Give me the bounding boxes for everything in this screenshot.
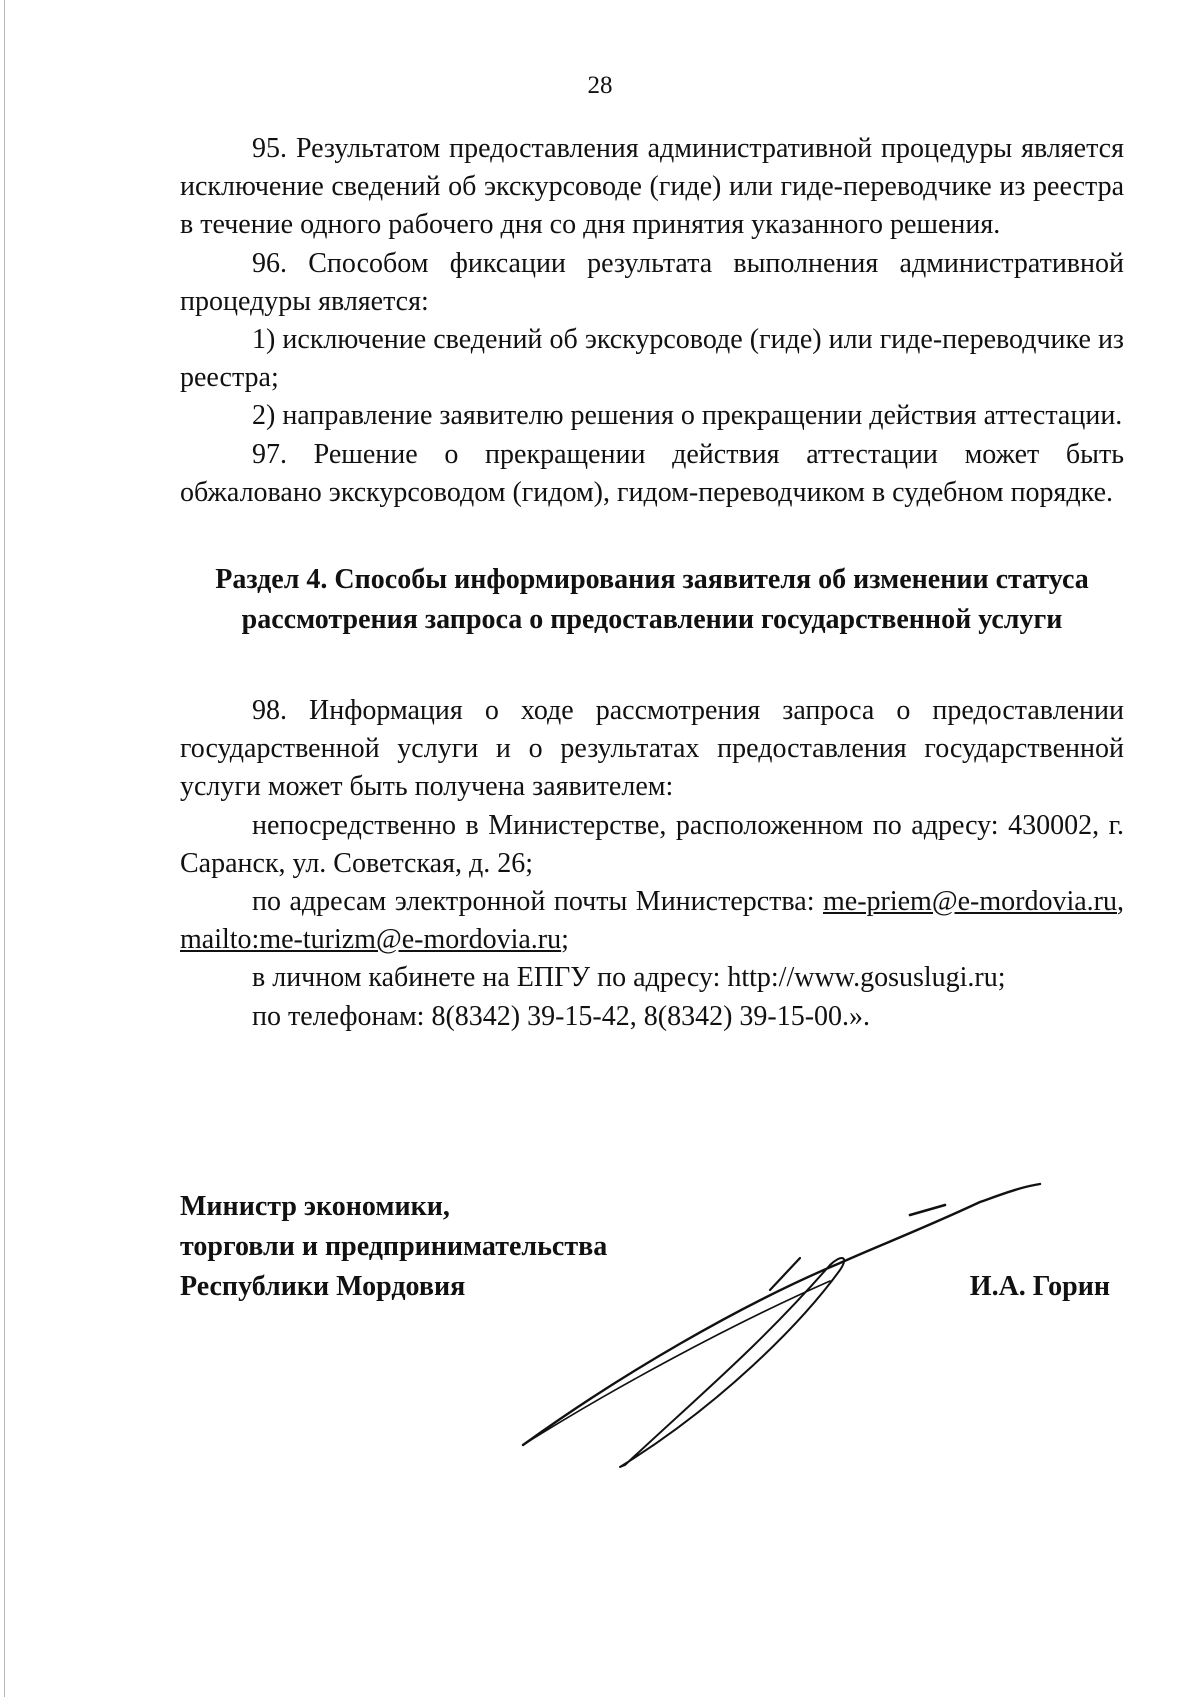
- paragraph-96-item-2: 2) направление заявителю решения о прекращении действия аттестации.: [252, 400, 1123, 432]
- paragraph-98: 98. Информация о ходе рассмотрения запроса о предоставлении государственной услуги и о результатах предоставления государственной услуги может быть получена заявителем:: [180, 695, 1124, 803]
- document-body: [180, 130, 1124, 1036]
- paragraph-96-item-1: 1) исключение сведений об экскурсоводе (гиде) или гиде-переводчике из реестра;: [180, 324, 1124, 394]
- signatory-title-line-3: Республики Мордовия: [180, 1271, 466, 1302]
- signatory-title-line-1: Министр экономики,: [180, 1191, 450, 1222]
- paragraph-96: 96. Способом фиксации результата выполнения административной процедуры является:: [180, 247, 1124, 317]
- email-link-turizm[interactable]: mailto:me-turizm@e-mordovia.ru: [180, 924, 562, 956]
- email-link-priem[interactable]: me-priem@e-mordovia.ru: [822, 886, 1117, 918]
- paragraph-phones: по телефонам: 8(8342) 39-15-42, 8(8342) 39-15-00.».: [252, 1000, 871, 1032]
- section-heading: Раздел 4. Способы информирования заявителя об изменении статуса рассмотрения запроса о предоставлении государственной услуги: [215, 564, 1089, 636]
- signatory-name: И.А. Горин: [969, 1271, 1110, 1302]
- paragraph-gosuslugi: в личном кабинете на ЕПГУ по адресу: http://www.gosuslugi.ru;: [252, 962, 1006, 994]
- signature-stroke-return: [523, 1281, 830, 1445]
- handwritten-signature: [500, 1175, 1100, 1475]
- paragraph-95: 95. Результатом предоставления административной процедуры является исключение сведений об экскурсоводе (гиде) или гиде-переводчике из реестра в течение одного рабочего дня со дня принятия указанного решения.: [180, 133, 1124, 241]
- signature-stroke-main: [523, 1184, 1040, 1445]
- signature-stroke-tick: [770, 1258, 800, 1290]
- page-edge-line: [4, 0, 5, 1697]
- emails-prefix: по адресам электронной почты Министерства:: [252, 886, 823, 918]
- emails-suffix: ;: [561, 924, 569, 956]
- paragraph-emails: [180, 883, 1124, 959]
- signatory-title-line-2: торговли и предпринимательства: [180, 1231, 608, 1262]
- page-number: 28: [587, 72, 613, 99]
- signature-stroke-cross: [910, 1205, 945, 1215]
- emails-separator: ,: [1117, 886, 1124, 918]
- paragraph-97: 97. Решение о прекращении действия аттестации может быть обжаловано экскурсоводом (гидом), гидом-переводчиком в судебном порядке.: [180, 438, 1124, 508]
- paragraph-ministry-address: непосредственно в Министерстве, расположенном по адресу: 430002, г. Саранск, ул. Советская, д. 26;: [180, 809, 1124, 879]
